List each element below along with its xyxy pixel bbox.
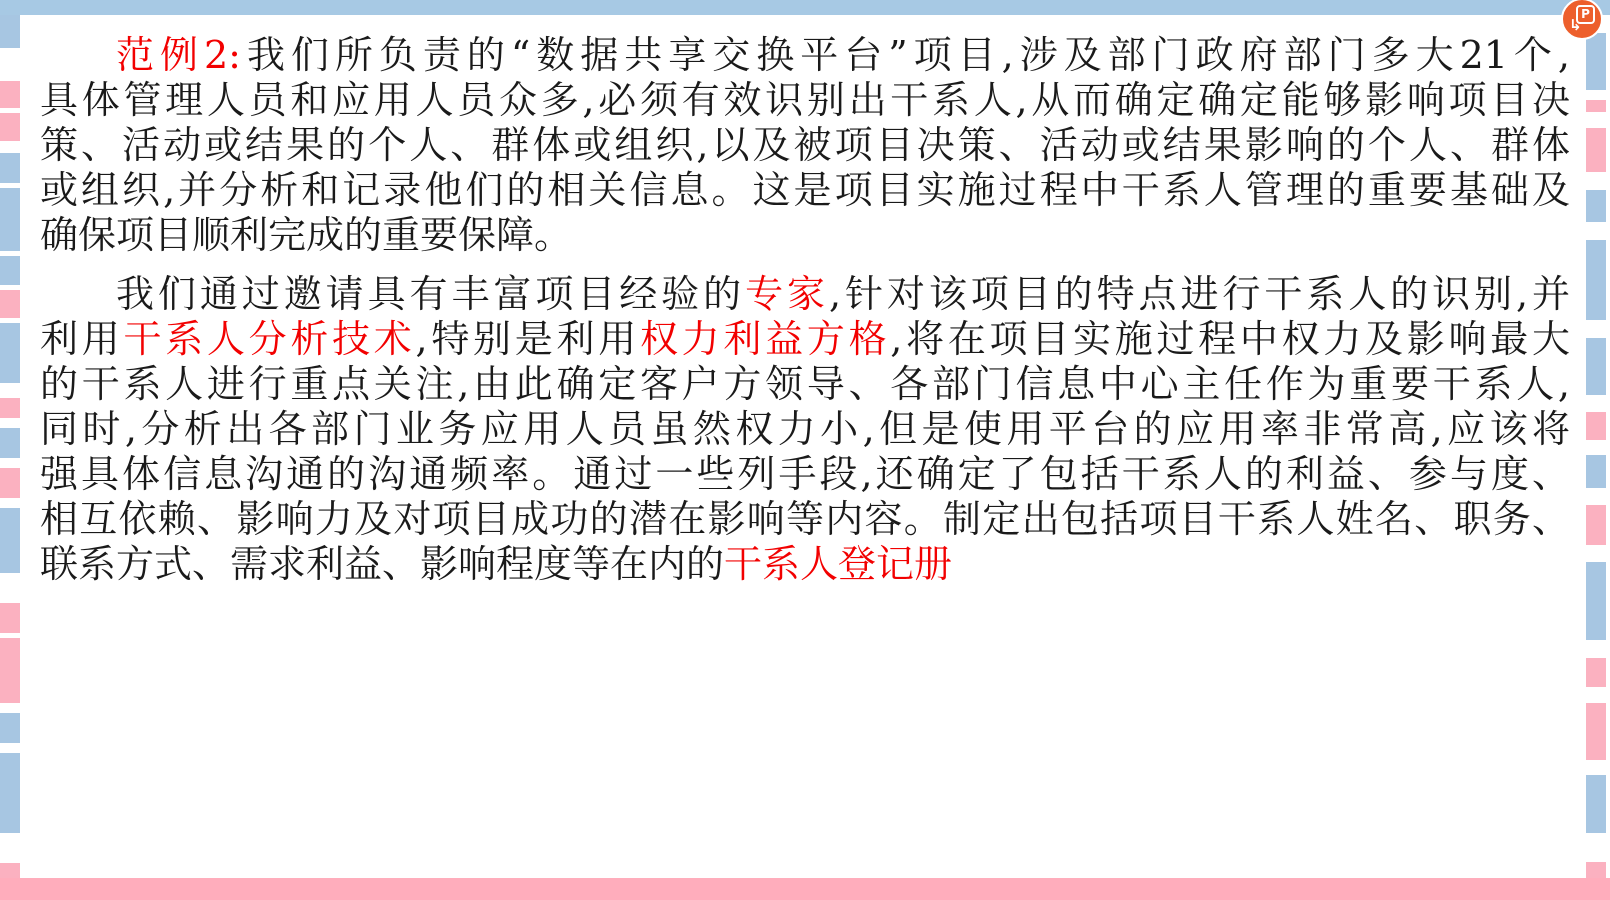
blue-border-dash (0, 713, 20, 743)
paragraph-2 (40, 272, 1570, 587)
pink-border-dash (0, 113, 20, 141)
blue-border-dash (1586, 240, 1606, 320)
blue-border-dash (0, 188, 20, 251)
text-line (40, 213, 1570, 258)
text-line (40, 272, 1570, 317)
bottom-border-bar (0, 878, 1610, 900)
blue-border-dash (1586, 455, 1606, 488)
text-run: ,特别是利用 (415, 317, 640, 361)
text-run: 同时,分析出各部门业务应用人员虽然权力小,但是使用平台的应用率非常高,应该将 (40, 407, 1570, 451)
pink-border-dash (1586, 658, 1606, 687)
pink-border-dash (0, 603, 20, 633)
text-line (40, 168, 1570, 213)
blue-border-dash (0, 323, 20, 383)
text-run: 强具体信息沟通的沟通频率。通过一些列手段,还确定了包括干系人的利益、参与度、 (40, 452, 1570, 496)
text-line (40, 407, 1570, 452)
text-line (40, 123, 1570, 168)
blue-border-dash (0, 428, 20, 458)
red-highlight-text: 干系人登记册 (724, 542, 953, 586)
top-border-bar (0, 0, 1610, 15)
text-run: 的干系人进行重点关注,由此确定客户方领导、各部门信息中心主任作为重要干系人, (40, 362, 1570, 406)
red-highlight-text: 范例2: (116, 33, 241, 77)
pink-border-dash (0, 638, 20, 703)
left-dashed-border (0, 15, 20, 881)
text-run: 利用 (40, 317, 124, 361)
text-run: ,将在项目实施过程中权力及影响最大 (890, 317, 1570, 361)
pink-border-dash (0, 290, 20, 318)
text-run: ,针对该项目的特点进行干系人的识别,并 (828, 272, 1570, 316)
blue-border-dash (1586, 33, 1606, 90)
blue-border-dash (1586, 338, 1606, 395)
text-line (40, 542, 1570, 587)
slide-text-area (40, 33, 1570, 601)
pink-border-dash (1586, 128, 1606, 172)
blue-border-dash (0, 153, 20, 183)
blue-border-dash (0, 15, 20, 48)
text-run: 我们通过邀请具有丰富项目经验的 (116, 272, 746, 316)
text-run: 联系方式、需求利益、影响程度等在内的 (40, 542, 725, 586)
pink-border-dash (1586, 412, 1606, 440)
red-highlight-text: 干系人分析技术 (123, 317, 416, 361)
pink-border-dash (1586, 100, 1606, 112)
red-highlight-text: 权力利益方格 (639, 317, 891, 361)
right-dashed-border (1586, 33, 1606, 900)
pink-border-dash (1586, 505, 1606, 545)
blue-border-dash (0, 256, 20, 285)
text-line (40, 78, 1570, 123)
text-run: 确保项目顺利完成的重要保障。 (40, 213, 573, 257)
text-run: 策、活动或结果的个人、群体或组织,以及被项目决策、活动或结果影响的个人、群体 (40, 123, 1570, 167)
pink-border-dash (0, 468, 20, 498)
pink-border-dash (0, 81, 20, 108)
ppt-letter-icon: P (1576, 5, 1595, 24)
blue-border-dash (1586, 775, 1606, 833)
screenshot-to-ppt-badge[interactable] (1561, 0, 1603, 40)
text-line (40, 317, 1570, 362)
text-line (40, 362, 1570, 407)
arrow-icon: ↳ (1569, 16, 1582, 34)
pink-border-dash (1586, 703, 1606, 760)
text-line (40, 497, 1570, 542)
blue-border-dash (0, 508, 20, 573)
text-run: 我们所负责的“数据共享交换平台”项目,涉及部门政府部门多大21个, (240, 33, 1570, 77)
text-run: 或组织,并分析和记录他们的相关信息。这是项目实施过程中干系人管理的重要基础及 (40, 168, 1570, 212)
red-highlight-text: 专家 (745, 272, 829, 316)
text-line (40, 33, 1570, 78)
text-run: 具体管理人员和应用人员众多,必须有效识别出干系人,从而确定确定能够影响项目决 (40, 78, 1570, 122)
blue-border-dash (1586, 190, 1606, 222)
text-line (40, 452, 1570, 497)
blue-border-dash (1586, 562, 1606, 640)
blue-border-dash (0, 753, 20, 833)
text-run: 相互依赖、影响力及对项目成功的潜在影响等内容。制定出包括项目干系人姓名、职务、 (40, 497, 1570, 541)
pink-border-dash (0, 398, 20, 418)
paragraph-1 (40, 33, 1570, 258)
